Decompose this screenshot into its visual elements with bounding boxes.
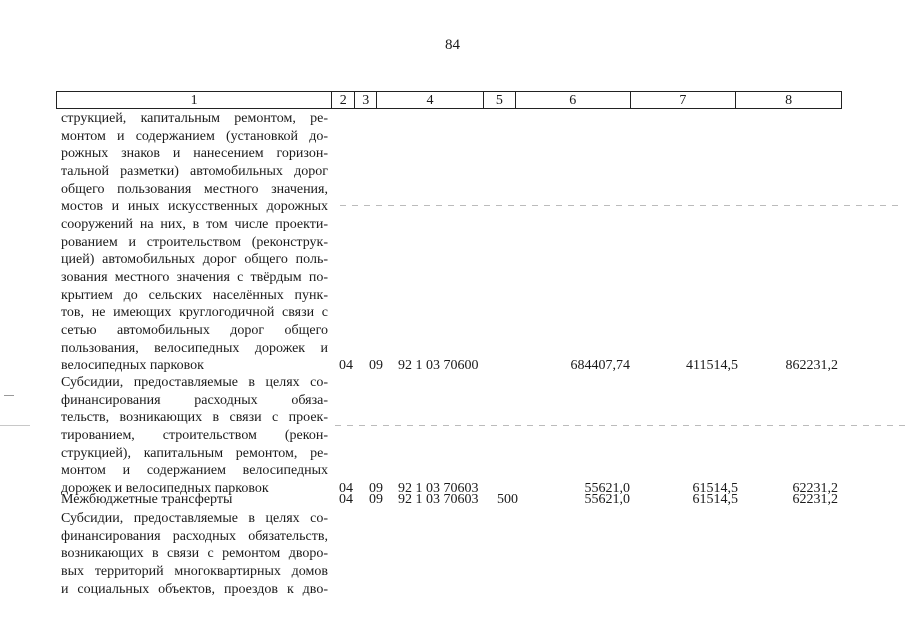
desc-line: тов, не имеющих круглогодичной связи с xyxy=(61,305,328,321)
desc-line: возникающих в связи с ремонтом дворо- xyxy=(61,546,328,562)
desc-line: зования местного значения с твёрдым по- xyxy=(61,269,328,285)
desc-line: общего пользования местного значения, xyxy=(61,181,328,197)
scan-artifact xyxy=(0,425,30,426)
desc-line: монтом и содержанием велосипедных xyxy=(61,463,328,479)
expense-type-code: 500 xyxy=(497,492,518,507)
desc-line: тельств, возникающих в связи с проек- xyxy=(61,410,328,426)
amount-col-8: 62231,2 xyxy=(792,481,838,496)
desc-line: тальной разметки) автомобильных дорог xyxy=(61,163,328,179)
subsection-code: 09 xyxy=(369,481,383,496)
desc-line: дорожек и велосипедных парковок xyxy=(61,480,269,496)
section-code: 04 xyxy=(339,481,353,496)
target-article-code: 92 1 03 70603 xyxy=(398,481,479,496)
header-col-6: 6 xyxy=(516,92,631,108)
scan-artifact xyxy=(4,395,14,396)
amount-col-6: 55621,0 xyxy=(584,492,630,507)
header-col-7: 7 xyxy=(631,92,737,108)
header-col-2: 2 xyxy=(332,92,355,108)
table-header-row xyxy=(56,91,842,109)
scan-artifact xyxy=(335,425,905,426)
header-col-8: 8 xyxy=(785,93,793,108)
desc-line: крытием до сельских населённых пунк- xyxy=(61,287,328,303)
amount-col-7: 61514,5 xyxy=(692,492,738,507)
section-code: 04 xyxy=(339,492,353,507)
desc-line: струкцией), капитальным ремонтом, ре- xyxy=(61,445,328,461)
desc-line: пользования, велосипедных дорожек и xyxy=(61,340,328,356)
header-col-3: 3 xyxy=(355,92,377,108)
row-description xyxy=(61,110,328,375)
desc-line: мостов и иных искусственных дорожных xyxy=(61,199,328,215)
desc-line: Субсидии, предоставляемые в целях со- xyxy=(61,511,328,526)
amount-col-6: 684407,74 xyxy=(570,358,630,373)
desc-line: финансирования расходных обязательств, xyxy=(61,528,328,544)
section-code: 04 xyxy=(339,358,353,373)
desc-line: цией) автомобильных дорог общего поль- xyxy=(61,252,328,268)
desc-line: Субсидии, предоставляемые в целях со- xyxy=(61,375,328,390)
target-article-code: 92 1 03 70600 xyxy=(398,358,479,373)
amount-col-8: 862231,2 xyxy=(785,358,838,373)
header-col-4: 4 xyxy=(377,92,484,108)
subsection-code: 09 xyxy=(369,492,383,507)
target-article-code: 92 1 03 70603 xyxy=(398,492,479,507)
row-description xyxy=(61,374,328,498)
row-description xyxy=(61,510,328,598)
desc-line: финансирования расходных обяза- xyxy=(61,392,328,408)
header-col-1: 1 xyxy=(57,92,332,108)
desc-line: сооружений на них, в том числе проекти- xyxy=(61,216,328,232)
desc-line: сетью автомобильных дорог общего xyxy=(61,322,328,338)
desc-line: рованием и строительством (реконструк- xyxy=(61,234,328,250)
page-number: 84 xyxy=(445,37,460,53)
amount-col-6: 55621,0 xyxy=(584,481,630,496)
amount-col-7: 411514,5 xyxy=(686,358,738,373)
desc-line: рожных знаков и нанесением горизон- xyxy=(61,146,328,162)
desc-line: Межбюджетные трансферты xyxy=(61,492,233,507)
scan-artifact xyxy=(340,205,900,206)
subsection-code: 09 xyxy=(369,358,383,373)
row-description xyxy=(61,491,328,509)
desc-line: струкцией, капитальным ремонтом, ре- xyxy=(61,111,328,126)
desc-line: вых территорий многоквартирных домов xyxy=(61,563,328,579)
desc-line: монтом и содержанием (установкой до- xyxy=(61,128,328,144)
desc-line: велосипедных парковок xyxy=(61,358,204,374)
amount-col-8: 62231,2 xyxy=(792,492,838,507)
header-col-5: 5 xyxy=(484,92,516,108)
desc-line: и социальных объектов, проездов к дво- xyxy=(61,581,328,597)
desc-line: тированием, строительством (рекон- xyxy=(61,427,328,443)
amount-col-7: 61514,5 xyxy=(692,481,738,496)
